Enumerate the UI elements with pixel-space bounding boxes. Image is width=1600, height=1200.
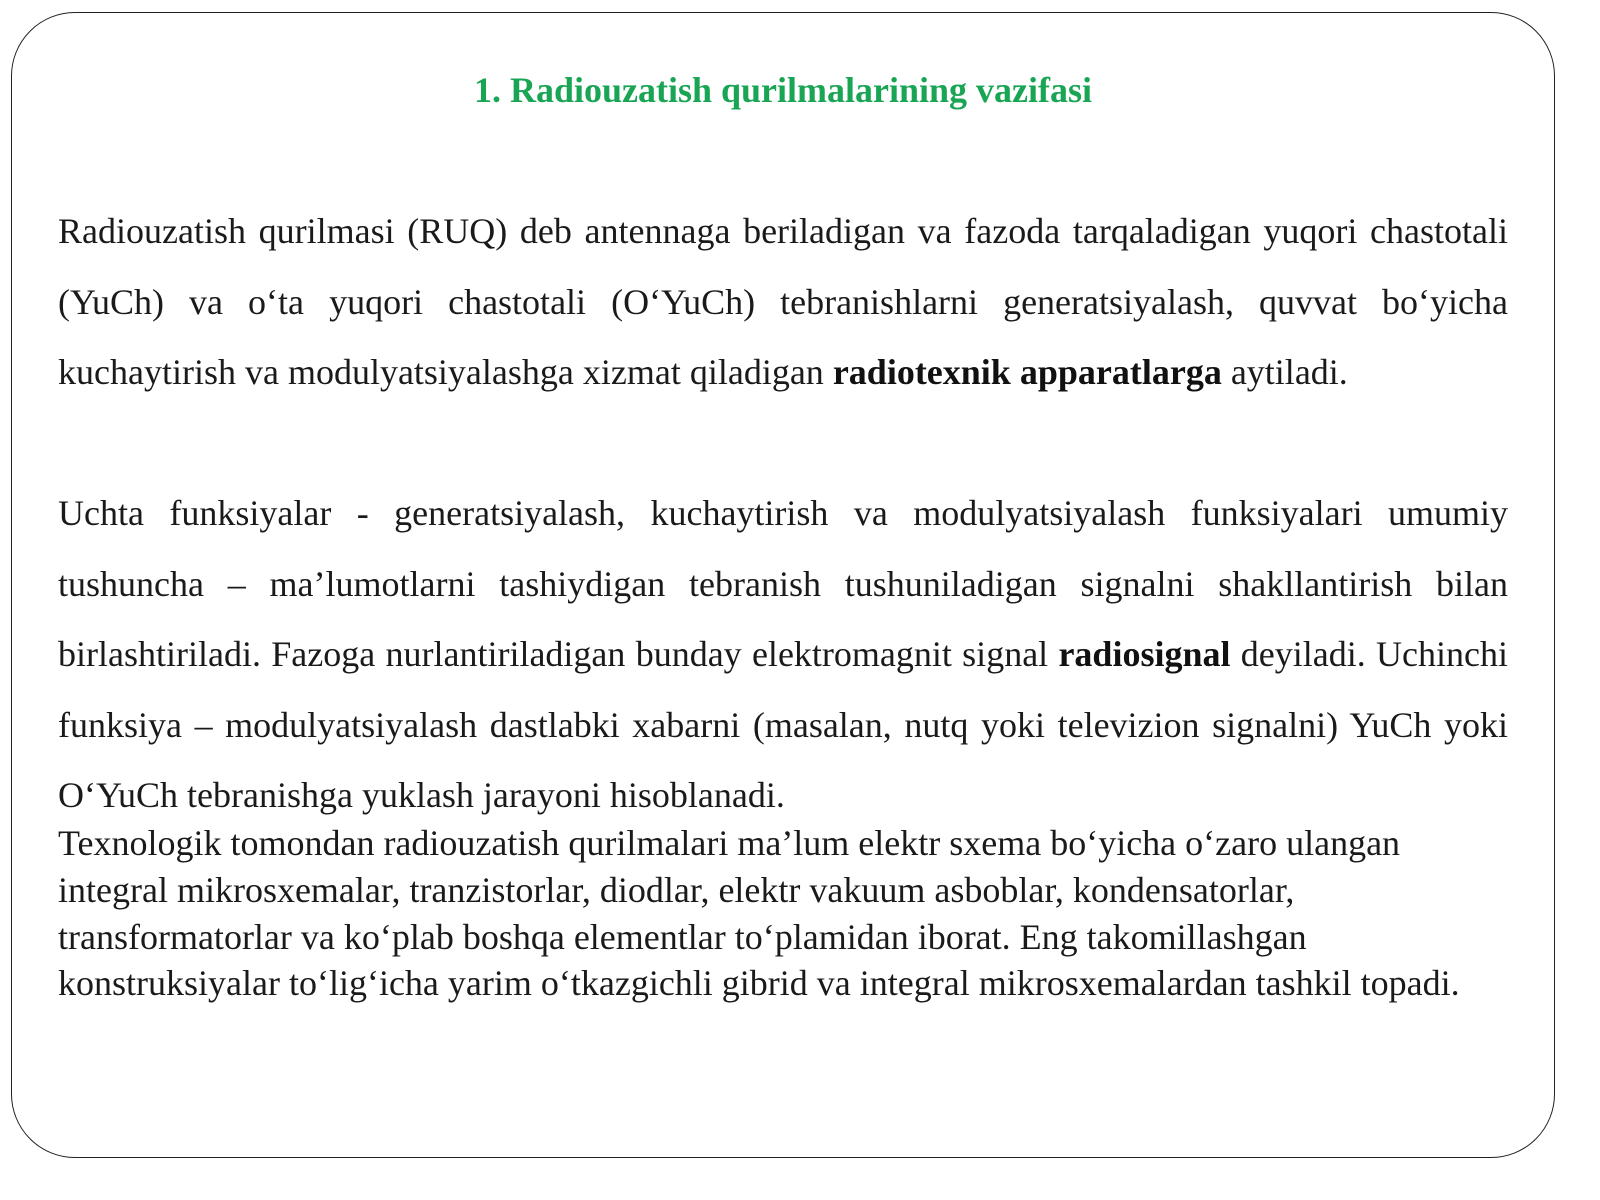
paragraph-definition-text: Radiouzatish qurilmasi (RUQ) deb antennaga beriladigan va fazoda tarqaladigan yuqori chastotali (YuCh) va o‘ta yuqori chastotali (O‘YuCh) tebranishlarni generatsiyalash, quvvat bo‘yicha kuchaytirish va modulyatsiyalashga xizmat qiladigan [58, 211, 1508, 393]
paragraph-definition-ending: aytiladi. [1221, 352, 1348, 393]
slide-title: 1. Radiouzatish qurilmalarining vazifasi [473, 70, 1093, 110]
paragraph-functions-ending: deyiladi. Uchinchi funksiya – modulyatsiyalash dastlabki xabarni (masalan, nutq yoki televizion signalni) YuCh yoki O‘YuCh tebranishga yuklash jarayoni hisoblanadi. [58, 634, 1508, 816]
paragraph-functions-text: Uchta funksiyalar - generatsiyalash, kuchaytirish va modulyatsiyalash funksiyalari umumiy tushuncha – ma’lumotlarni tashiydigan tebranish tushuniladigan signalni shakllantirish bilan birlashtiriladi. Fazoga nurlantiriladigan bunday elektromagnit signal [58, 493, 1508, 675]
paragraph-functions [58, 478, 1508, 831]
paragraph-definition [58, 196, 1508, 408]
paragraph-technology: Texnologik tomondan radiouzatish qurilmalari ma’lum elektr sxema bo‘yicha o‘zaro ulangan integral mikrosxemalar, tranzistorlar, diodlar, elektr vakuum asboblar, kondensatorlar, transformatorlar va ko‘plab boshqa elementlar to‘plamidan iborat. Eng takomillashgan konstruksiyalar to‘lig‘icha yarim o‘tkazgichli gibrid va integral mikrosxemalardan tashkil topadi. [58, 823, 1460, 1004]
term-radiotexnik-apparatlarga: radiotexnik apparatlarga [832, 352, 1222, 393]
term-radiosignal: radiosignal [1058, 634, 1231, 675]
